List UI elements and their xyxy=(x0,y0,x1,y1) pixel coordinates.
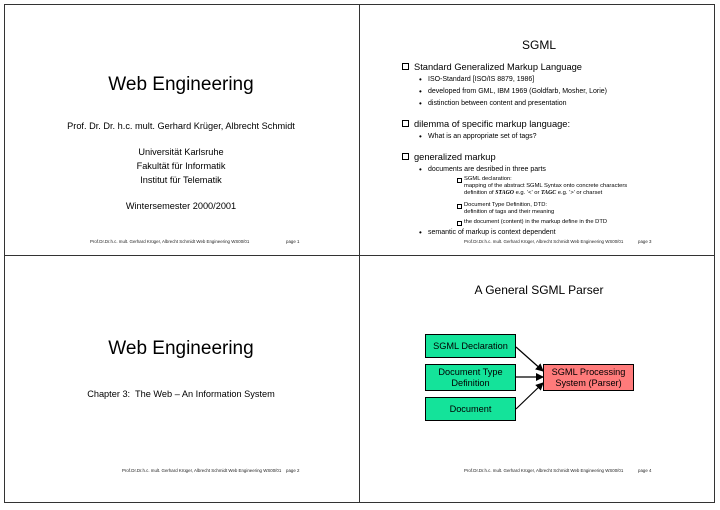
box-sgml-parser: SGML Processing System (Parser) xyxy=(543,364,634,391)
slide-title: A General SGML Parser xyxy=(474,283,604,297)
institute: Institut für Telematik xyxy=(140,175,222,185)
slide-footer: Prof.Dr.Dr.h.c. mult. Gerhard Krüger, Albrecht Schmidt Web Engineering WS00/01 xyxy=(464,468,624,473)
semester: Wintersemester 2000/2001 xyxy=(125,201,237,211)
sub-sub-bullet-sgml-declaration: SGML declaration: mapping of the abstract SGML Syntax onto concrete characters definition of STAGO e.g. ‘<’ or TAGC e.g. ‘>’ or charset xyxy=(464,176,627,197)
vertical-divider xyxy=(359,4,360,503)
slide-page-2 xyxy=(6,258,356,506)
slide-title: SGML xyxy=(521,38,556,52)
sub-bullet: • ISO-Standard [ISO/IS 8879, 1986] xyxy=(428,76,534,83)
bullet-dilemma: dilemma of specific markup language: xyxy=(402,119,570,129)
sub-sub-bullet-dtd: Document Type Definition, DTD: definition of tags and their meaning xyxy=(464,202,554,216)
university: Universität Karlsruhe xyxy=(138,147,224,157)
chapter-subtitle: Chapter 3: The Web – An Information System xyxy=(87,389,275,399)
slide-footer: Prof.Dr.Dr.h.c. mult. Gerhard Krüger, Albrecht Schmidt Web Engineering WS00/01 xyxy=(464,239,624,244)
slide-footer: Prof.Dr.Dr.h.c. mult. Gerhard Krüger, Albrecht Schmidt Web Engineering WS00/01 xyxy=(122,468,282,473)
authors: Prof. Dr. Dr. h.c. mult. Gerhard Krüger, Albrecht Schmidt xyxy=(67,121,295,131)
slide-title: Web Engineering xyxy=(108,74,254,95)
square-bullet-icon xyxy=(402,63,409,70)
slide-footer: Prof.Dr.Dr.h.c. mult. Gerhard Krüger, Albrecht Schmidt Web Engineering WS00/01 xyxy=(90,239,250,244)
hollow-square-icon xyxy=(457,204,462,209)
bullet-standard: Standard Generalized Markup Language xyxy=(402,62,582,72)
box-document-type-definition: Document Type Definition xyxy=(425,364,516,391)
horizontal-divider xyxy=(4,255,715,256)
page-number: page 3 xyxy=(638,239,652,244)
square-bullet-icon xyxy=(402,120,409,127)
sub-bullet: • developed from GML, IBM 1969 (Goldfarb, Mosher, Lorie) xyxy=(428,88,607,95)
page-number: page 1 xyxy=(286,239,300,244)
page-number: page 4 xyxy=(638,468,652,473)
arrow-document-to-parser xyxy=(516,383,543,409)
arrow-declaration-to-parser xyxy=(516,347,543,371)
slide-page-4 xyxy=(364,258,714,506)
slide-page-3 xyxy=(364,6,714,254)
box-sgml-declaration: SGML Declaration xyxy=(425,334,516,358)
bullet-generalized: generalized markup xyxy=(402,152,496,162)
square-bullet-icon xyxy=(402,153,409,160)
slide-page-1 xyxy=(6,6,356,254)
sub-bullet: • documents are desribed in three parts xyxy=(428,166,546,173)
faculty: Fakultät für Informatik xyxy=(136,161,226,171)
hollow-square-icon xyxy=(457,178,462,183)
sub-bullet: • What is an appropriate set of tags? xyxy=(428,133,537,140)
slide-title: Web Engineering xyxy=(108,338,254,359)
hollow-square-icon xyxy=(457,221,462,226)
sub-bullet: • semantic of markup is context dependent xyxy=(428,229,556,236)
page-number: page 2 xyxy=(286,468,300,473)
sub-sub-bullet-document: the document (content) in the markup define in the DTD xyxy=(464,219,607,226)
sub-bullet: • distinction between content and presentation xyxy=(428,100,567,107)
box-document: Document xyxy=(425,397,516,421)
